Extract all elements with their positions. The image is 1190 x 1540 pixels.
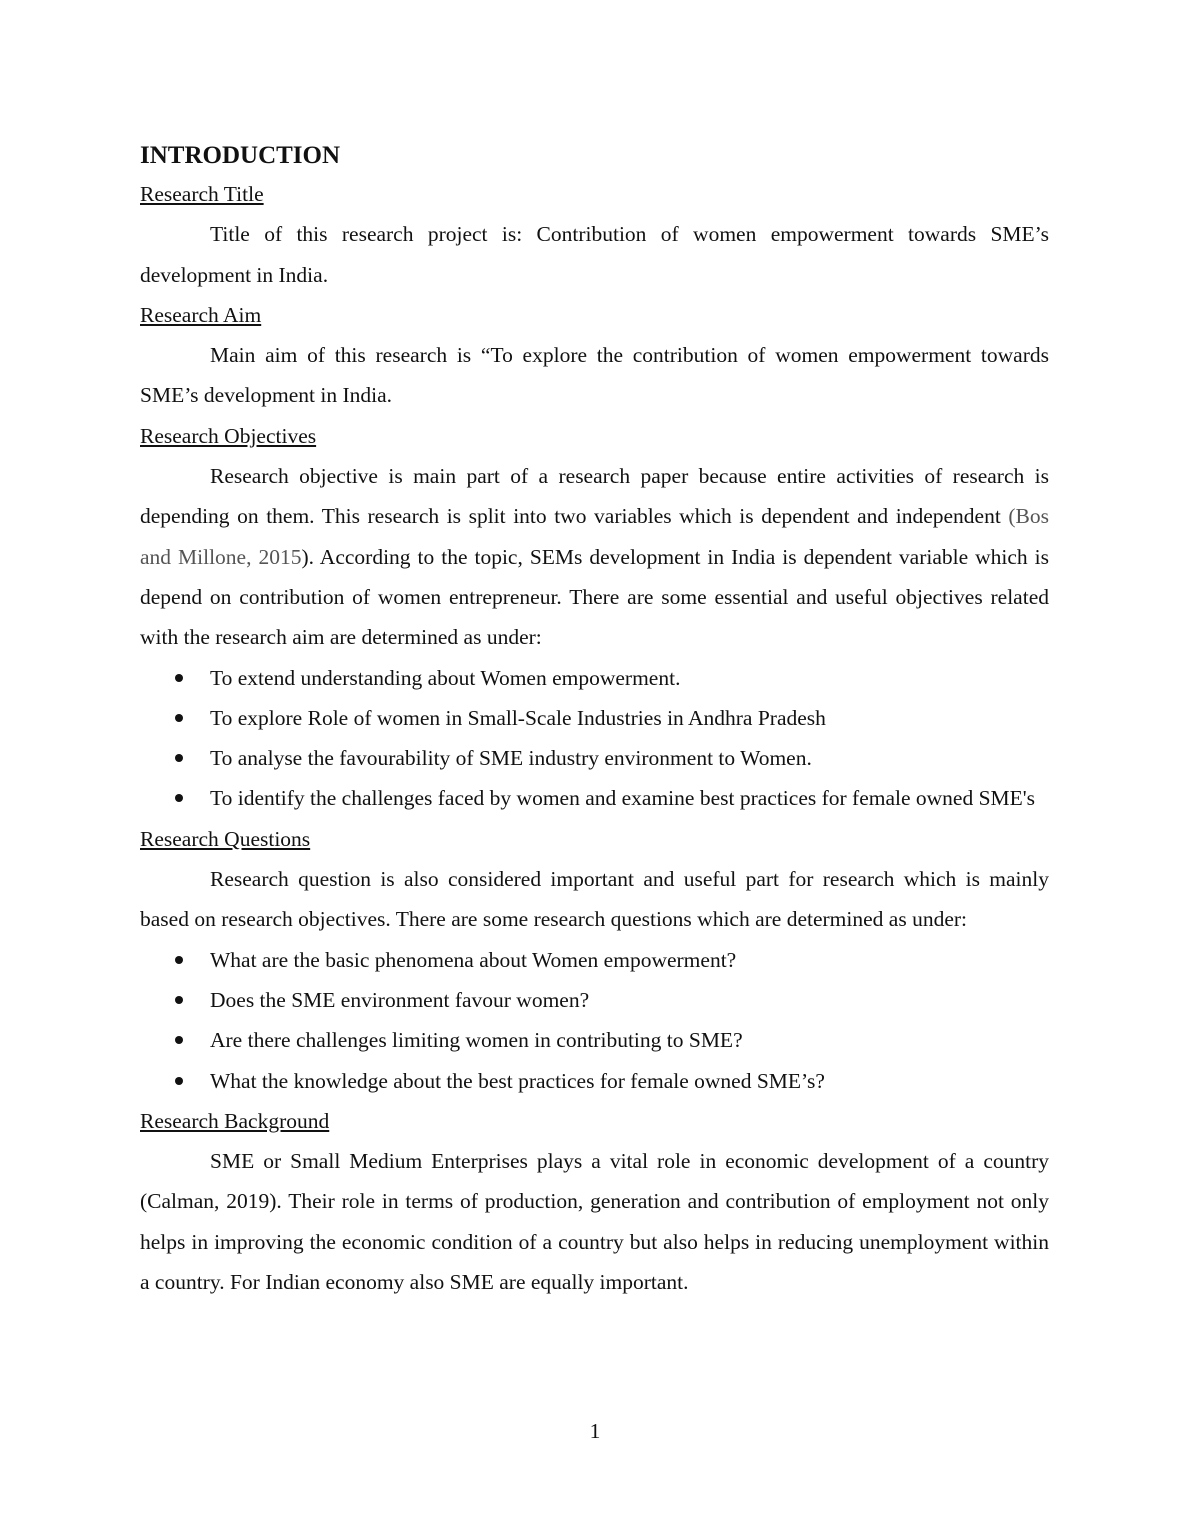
research-aim-paragraph: Main aim of this research is “To explore the contribution of women empowerment towards SME’s development in India.: [140, 343, 1049, 408]
citation: (Bos and Millone, 2015: [140, 504, 1049, 569]
list-item: To explore Role of women in Small-Scale Industries in Andhra Pradesh: [140, 698, 1049, 738]
research-title-paragraph: Title of this research project is: Contribution of women empowerment towards SME’s development in India.: [140, 222, 1049, 287]
list-item: To identify the challenges faced by women and examine best practices for female owned SME's: [140, 778, 1049, 818]
bullet-icon: [175, 754, 183, 762]
research-background-paragraph: SME or Small Medium Enterprises plays a vital role in economic development of a country (Calman, 2019). Their role in terms of production, generation and contribution of employment not only helps in improving the economic condition of a country but also helps in reducing unemployment within a country. For Indian economy also SME are equally important.: [140, 1149, 1049, 1295]
bullet-icon: [175, 1036, 183, 1044]
research-aim-heading: Research Aim: [140, 302, 262, 327]
bullet-icon: [175, 956, 183, 964]
list-item: Does the SME environment favour women?: [140, 980, 1049, 1020]
bullet-icon: [175, 996, 183, 1004]
list-item: Are there challenges limiting women in contributing to SME?: [140, 1020, 1049, 1060]
research-questions-paragraph: Research question is also considered important and useful part for research which is mainly based on research objectives. There are some research questions which are determined as under:: [140, 867, 1049, 932]
bullet-icon: [175, 794, 183, 802]
research-questions-heading: Research Questions: [140, 826, 311, 851]
objectives-text-start: Research objective is main part of a research paper because entire activities of research is depending on them. This research is split into two variables which is dependent and independent: [140, 464, 1049, 529]
page-number: 1: [589, 1419, 601, 1443]
bullet-icon: [175, 674, 183, 682]
questions-list: [140, 940, 1049, 1101]
page-title: INTRODUCTION: [140, 142, 341, 169]
objectives-text-end: ). According to the topic, SEMs development in India is dependent variable which is depend on contribution of women entrepreneur. There are some essential and useful objectives related with the research aim are determined as under:: [140, 544, 1050, 650]
bullet-icon: [175, 714, 183, 722]
list-item: What the knowledge about the best practices for female owned SME’s?: [140, 1061, 1049, 1101]
objectives-list: [140, 658, 1049, 819]
bullet-icon: [175, 1077, 183, 1085]
document-page: [140, 138, 1049, 1302]
research-objectives-paragraph: [140, 456, 1049, 657]
list-item: What are the basic phenomena about Women empowerment?: [140, 940, 1049, 980]
research-objectives-heading: Research Objectives: [140, 423, 317, 448]
list-item: To analyse the favourability of SME industry environment to Women.: [140, 738, 1049, 778]
research-title-heading: Research Title: [140, 182, 264, 206]
research-background-heading: Research Background: [140, 1108, 330, 1133]
list-item: To extend understanding about Women empowerment.: [140, 658, 1049, 698]
